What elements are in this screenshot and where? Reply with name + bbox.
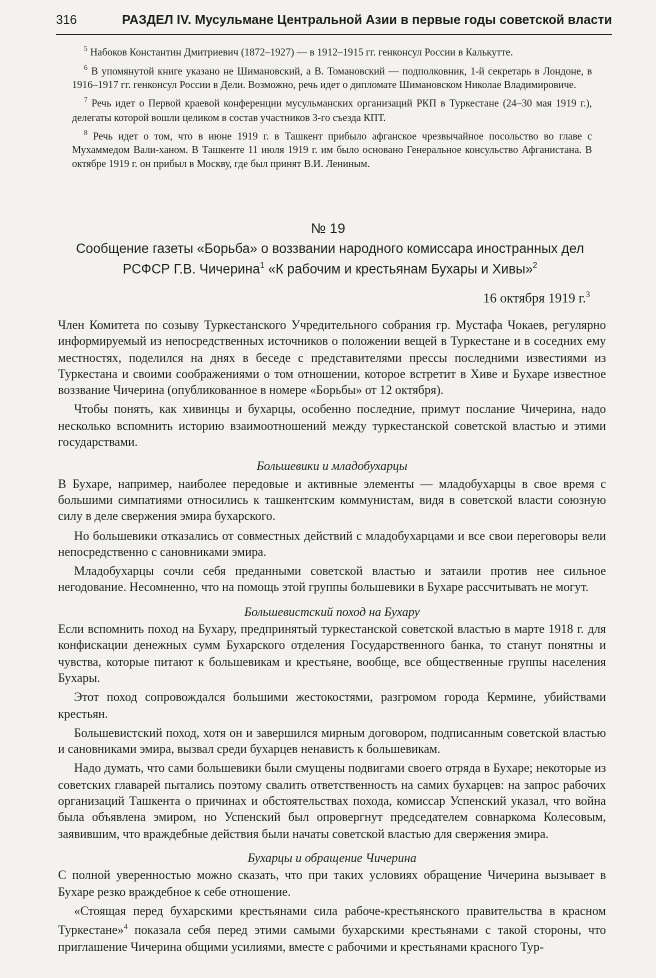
section-heading: Большевики и младобухарцы xyxy=(256,459,408,474)
paragraph: В Бухаре, например, наиболее передовые и активные элементы — младобухарцы в свое время с большими симпатиями относились к ташкентским коммунистам, видя в советской власти союзную силу в деле свержения эмира бухарского. xyxy=(58,476,606,524)
paragraph: Чтобы понять, как хивинцы и бухарцы, особенно последние, примут послание Чичерина, надо несколько вспомнить историю взаимоотношений между туркестанской советской властью и этими государствами. xyxy=(58,402,606,450)
footnote: $^5$ Набоков Константин Дмитриевич (1872–1927) — в 1912–1915 гг. генконсул России в Калькутте. xyxy=(84,45,513,59)
paragraph: Если вспомнить поход на Бухару, предпринятый туркестанской советской властью в марте 1918 г. для конфискации денежных сумм Бухарского отделения Государственного банка, то станут понятны и чувства, которые питают к большевикам и крестьяне, вообще, все общественные группы населения Бухары. xyxy=(58,622,606,685)
document-body xyxy=(58,317,606,955)
footnote: $^7$ Речь идет о Первой краевой конференции мусульманских организаций РКП в Туркестане (24–30 мая 1919 г.), делегаты которой вошли целиком в состав участников 3-го съезда КПТ. xyxy=(72,96,593,124)
footnote: $^6$ В упомянутой книге указано не Шимановский, а В. Томановский — подполковник, 1-й секретарь в Лондоне, в 1916–1917 гг. генконсул России в Дели. Возможно, речь идет о дипломате Шимановском Николае Владимировиче. xyxy=(72,63,592,92)
paragraph: Младобухарцы сочли себя преданными советской властью и затаили против нее сильное негодование. Несомненно, что на помощь этой группы большевики в Бухаре рассчитывать не могут. xyxy=(58,564,606,595)
footnote: $^8$ Речь идет о том, что в июне 1919 г. в Ташкент прибыло афганское чрезвычайное посольство во главе с Мухаммедом Вали-ханом. В Ташкенте 11 июля 1919 г. им было основано Генеральное консульство Афганистана. В октябре 1919 г. он прибыл в Москву, где был принят В.И. Лениным. xyxy=(72,128,592,171)
document-number: № 19 xyxy=(310,220,346,236)
paragraph: С полной уверенностью можно сказать, что при таких условиях обращение Чичерина вызывает в Бухаре резко враждебное к себе отношение. xyxy=(58,868,606,899)
running-header xyxy=(56,12,612,35)
section-heading: Большевистский поход на Бухару xyxy=(244,604,420,619)
section-heading: Бухарцы и обращение Чичерина xyxy=(247,850,417,865)
paragraph: Член Комитета по созыву Туркестанского Учредительного собрания гр. Мустафа Чокаев, регулярно информируемый из непосредственных источников о положении вещей в Туркестане и в соседних ему местностях, поделился на днях в беседе с представителями прессы последними известиями из Туркестана и своими соображениями о том отношении, которое встретит в Хиве и Бухаре известное воззвание Чичерина (опубликованное в номере «Борьбы» от 12 октября). xyxy=(58,318,606,398)
paragraph: «Стоящая перед бухарскими крестьянами сила рабоче-крестьянского правительства в красном Туркестане»$^4$ показала себя перед этими самыми бухарскими крестьянами с такой стороны, что приглашение Чичерина общими усилиями, вместе с рабочими и крестьянами красного Тур- xyxy=(58,903,606,954)
paragraph: Но большевики отказались от совместных действий с младобухарцами и все свои переговоры вели непосредственно с сановниками эмира. xyxy=(58,528,606,559)
paragraph: Надо думать, что сами большевики были смущены подвигами своего отряда в Бухаре; некоторые из советских главарей пытались поэтому свалить ответственность на самих бухарцев: на запрос рабочих организаций Ташкента о причинах и обстоятельствах похода, комиссар Успенский указал, что война была объявлена эмиром, но Успенский был опровергнут председателем совнаркома Колесовым, заявившим, что враждебные действия были начаты советской властью для свержения эмира. xyxy=(58,761,606,841)
paragraph: Большевистский поход, хотя он и завершился мирным договором, подписанным советской властью и сановниками эмира, вызвал среди бухарцев ненависть к большевикам. xyxy=(58,725,606,757)
document-title: Сообщение газеты «Борьба» о воззвании народного комиссара иностранных дел РСФСР Г.В. Чичерина$^1$ «К рабочим и крестьянам Бухары и Хивы»$^2$ xyxy=(75,241,585,277)
running-title: РАЗДЕЛ IV. Мусульмане Центральной Азии в первые годы советской власти xyxy=(121,12,612,27)
paragraph: Этот поход сопровождался большими жестокостями, разгромом города Кермине, убийствами крестьян. xyxy=(58,690,606,721)
page-number: 316 xyxy=(56,13,77,27)
footnotes xyxy=(72,42,592,172)
document-date: 16 октября 1919 г.$^3$ xyxy=(483,290,590,306)
